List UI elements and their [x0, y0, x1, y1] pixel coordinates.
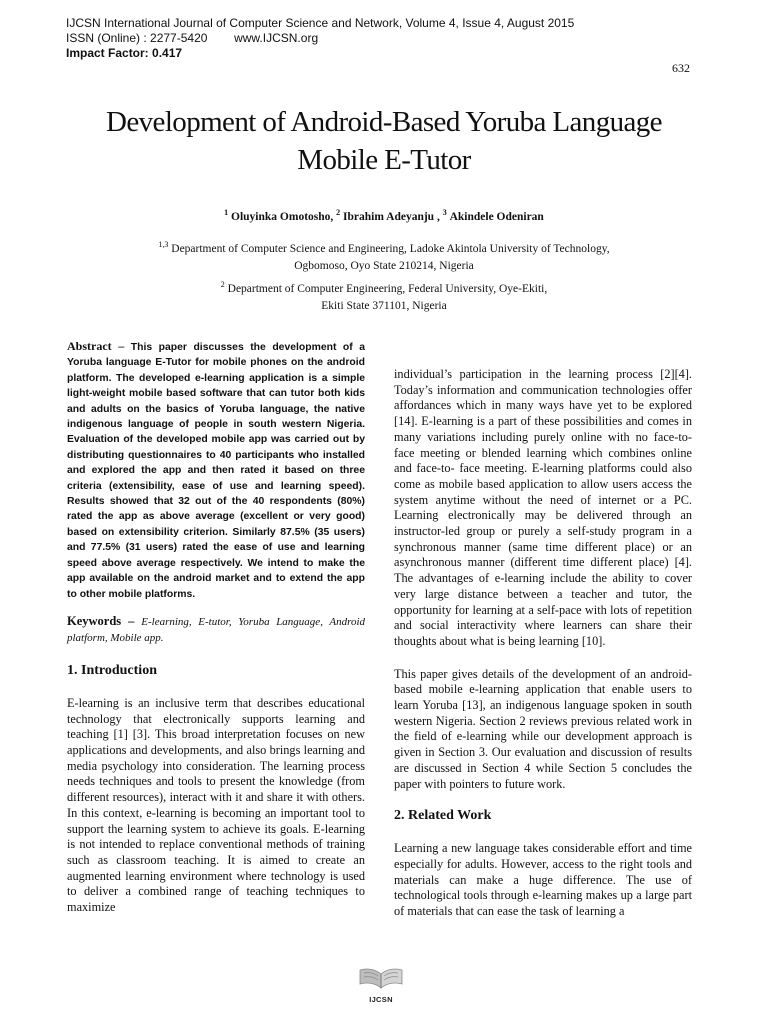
- abstract-text: This paper discusses the development of a Yoruba language E-Tutor for mobile phones on the android platform. The developed e-learning application is a simple light-weight mobile based software that can tutor both kids and adults on the basics of Yoruba language, the native indigenous language of people in south western Nigeria. Evaluation of the developed mobile app was carried out by distributing questionnaires to 40 participants who installed and explored the app and then rated it based on three criteria (extensibility, ease of use and learning speed). Results showed that 32 out of the 40 respondents (80%) rated the app as above average (excellent or very good) based on extensibility criterion. Similarly 87.5% (35 users) and 77.5% (31 users) rated the ease of use and learning speed above average respectively. We intend to make the app available on the android market and to extend the app to other mobile platforms.: [67, 342, 366, 600]
- impact-factor: Impact Factor: 0.417: [66, 46, 183, 60]
- left-column: [67, 339, 365, 916]
- keywords-text: E-learning, E-tutor, Yoruba Language, Android platform, Mobile app.: [67, 615, 365, 645]
- affiliation-2-line-2: Ekiti State 371101, Nigeria: [321, 300, 447, 312]
- introduction-paragraph-2: This paper gives details of the development of an android-based mobile e-learning application that enable users to learn Yoruba [13], an indigenous language spoken in south western Nigeria. Section 2 reviews previous related work in the field of e-learning while our development approach is given in Section 3. Our evaluation and discussion of results are discussed in Section 4 while Section 5 concludes the paper with pointers to future work.: [394, 666, 692, 791]
- author-1-sup: 1: [224, 208, 229, 218]
- journal-header: [66, 16, 706, 61]
- issn-text: ISSN (Online) : 2277-5420: [66, 31, 208, 45]
- affiliation-1-line-1: Department of Computer Science and Engineering, Ladoke Akintola University of Technology,: [171, 243, 610, 255]
- page-number: 632: [672, 61, 690, 75]
- author-1-name: Oluyinka Omotosho,: [231, 211, 334, 223]
- affiliation-2-line-1: Department of Computer Engineering, Federal University, Oye-Ekiti,: [227, 283, 548, 295]
- journal-line: IJCSN International Journal of Computer Science and Network, Volume 4, Issue 4, August 2015: [66, 16, 575, 30]
- abstract-label: Abstract –: [67, 339, 125, 353]
- introduction-heading: 1. Introduction: [67, 662, 157, 678]
- introduction-paragraph-1: E-learning is an inclusive term that describes educational technology that electronically supports learning and teaching [1] [3]. This broad interpretation focuses on new applications and developments, and also brings learning and media psychology into consideration. The learning process needs techniques and tools to present the knowledge (from different resources), interact with it and share it with others. In this context, e-learning is becoming an important tool to support the learning system to achieve its goals. E-learning is not intended to replace conventional methods of training such as classroom teaching. It is aimed to create an augmented learning environment where technology is used to deliver a combined range of teaching techniques to maximize: [67, 695, 365, 915]
- keywords: [67, 614, 365, 647]
- introduction-paragraph-1-continued: individual’s participation in the learning process [2][4]. Today’s information and communication technologies offer affordances which in many ways have yet to be explored [14]. E-learning is a part of these possibilities and comes in many variations including purely online with no face-to-face meeting or blended learning which combines online and face-to- face meeting. E-learning platforms could also come as mobile based application to allow users access the system anytime without the need of internet or a PC. Learning electronically may be delivered through an instructor-led group or purely a self-study program in a synchronous manner (same time different place) or an asynchronous manner (different time different place) [4]. The advantages of e-learning include the ability to cover very large distance between a teacher and tutor, the opportunity for learning at a self-pace with lots of repetition and social interactivity where learners can share their thoughts about what is being learning [10].: [394, 367, 692, 648]
- author-2-name: Ibrahim Adeyanju ,: [343, 211, 440, 223]
- author-3-sup: 3: [442, 208, 447, 218]
- title-line-2: Mobile E-Tutor: [297, 144, 471, 176]
- affiliation-2-sup: 2: [220, 280, 225, 290]
- author-2-sup: 2: [336, 208, 341, 218]
- affiliation-1: [60, 241, 708, 275]
- footer-logo-text: IJCSN: [369, 995, 393, 1004]
- paper-title: [60, 103, 708, 179]
- journal-website: www.IJCSN.org: [234, 31, 319, 45]
- author-list: [60, 208, 708, 223]
- open-book-icon: [356, 962, 406, 992]
- affiliation-2: [60, 281, 708, 315]
- affiliation-1-sup: 1,3: [158, 240, 169, 250]
- keywords-label: Keywords –: [67, 613, 135, 628]
- related-work-paragraph-1: Learning a new language takes considerable effort and time especially for adults. However, access to the right tools and materials can make a huge difference. The use of technological tools through e-learning makes up a large part of materials that can ease the task of learning a: [394, 841, 692, 919]
- footer-logo: [350, 962, 412, 1004]
- right-column: [394, 367, 692, 920]
- issn-line: [66, 31, 706, 46]
- related-work-heading: 2. Related Work: [394, 808, 492, 824]
- title-line-1: Development of Android-Based Yoruba Language: [106, 106, 662, 138]
- affiliation-1-line-2: Ogbomoso, Oyo State 210214, Nigeria: [294, 260, 474, 272]
- abstract: [67, 339, 365, 602]
- author-3-name: Akindele Odeniran: [449, 211, 544, 223]
